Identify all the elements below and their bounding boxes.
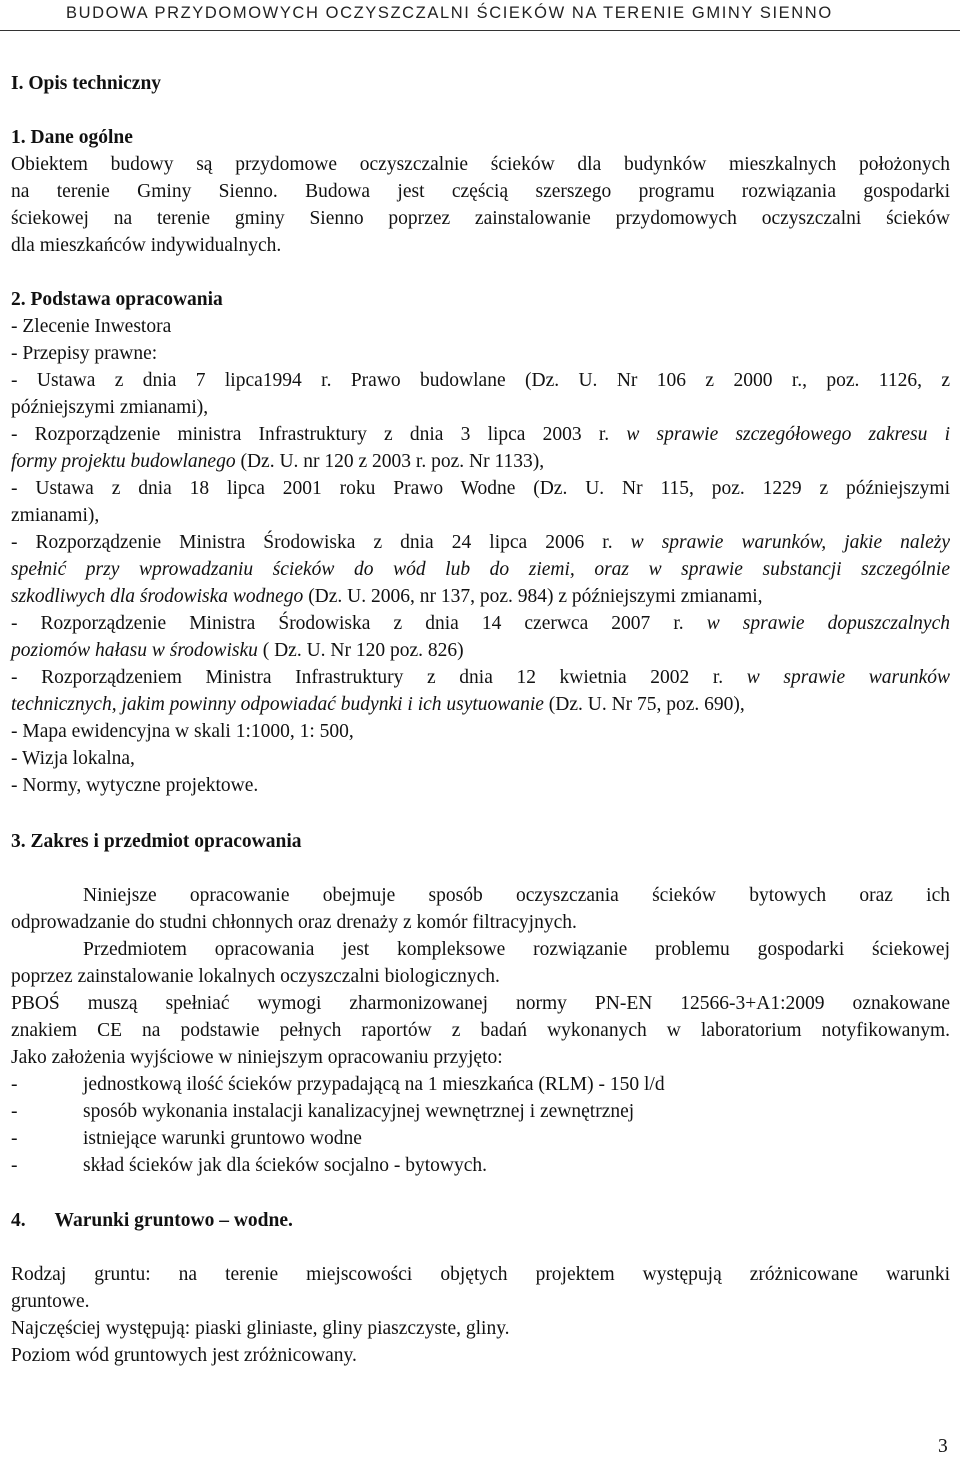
s3-heading: 3. Zakres i przedmiot opracowania bbox=[11, 831, 302, 852]
s2-text: ( Dz. U. Nr 120 poz. 826) bbox=[257, 640, 464, 661]
s1-line: Obiektem budowy są przydomowe oczyszczalnie ścieków dla budynków mieszkalnych położonych bbox=[11, 154, 950, 175]
list-dash: - bbox=[11, 1155, 18, 1176]
s2-line: - Mapa ewidencyjna w skali 1:1000, 1: 500, bbox=[11, 721, 354, 742]
list-item: sposób wykonania instalacji kanalizacyjnej wewnętrznej i zewnętrznej bbox=[83, 1101, 635, 1122]
list-dash: - bbox=[11, 1128, 18, 1149]
s2-italic-text: szkodliwych dla środowiska wodnego bbox=[11, 586, 304, 607]
s2-italic-text: formy projektu budowlanego bbox=[11, 451, 236, 472]
s2-heading: 2. Podstawa opracowania bbox=[11, 289, 223, 310]
s2-line bbox=[11, 612, 950, 636]
list-dash: - bbox=[11, 1074, 18, 1095]
s1-line: dla mieszkańców indywidualnych. bbox=[11, 235, 282, 256]
s4-heading: 4. Warunki gruntowo – wodne. bbox=[11, 1210, 293, 1231]
s2-line: późniejszymi zmianami), bbox=[11, 397, 209, 418]
s2-text: (Dz. U. Nr 75, poz. 690), bbox=[543, 694, 745, 715]
s2-line: spełnić przy wprowadzaniu ścieków do wód lub do ziemi, oraz w sprawie substancji szczególnie bbox=[11, 559, 950, 580]
section-title: I. Opis techniczny bbox=[11, 73, 162, 94]
s2-line bbox=[11, 639, 464, 663]
s3-line: odprowadzanie do studni chłonnych oraz drenaży z komór filtracyjnych. bbox=[11, 912, 577, 933]
s2-line: - Zlecenie Inwestora bbox=[11, 316, 172, 337]
list-dash: - bbox=[11, 1101, 18, 1122]
s2-line bbox=[11, 423, 950, 447]
s2-italic-text: poziomów hałasu w środowisku bbox=[11, 640, 258, 661]
s2-line bbox=[11, 531, 950, 555]
s2-line: - Ustawa z dnia 18 lipca 2001 roku Prawo Wodne (Dz. U. Nr 115, poz. 1229 z późniejszymi bbox=[11, 478, 950, 499]
page-header bbox=[0, 0, 960, 31]
s3-line: znakiem CE na podstawie pełnych raportów z badań wykonanych w laboratorium notyfikowanym. bbox=[11, 1020, 950, 1041]
s4-line: Poziom wód gruntowych jest zróżnicowany. bbox=[11, 1345, 357, 1366]
s2-line: zmianami), bbox=[11, 505, 100, 526]
s3-line: Niniejsze opracowanie obejmuje sposób oczyszczania ścieków bytowych oraz ich bbox=[83, 885, 950, 906]
s2-line: - Wizja lokalna, bbox=[11, 748, 135, 769]
s2-italic-text: w sprawie warunków, jakie należy bbox=[630, 532, 950, 553]
list-item: skład ścieków jak dla ścieków socjalno - bytowych. bbox=[83, 1155, 487, 1176]
s2-line bbox=[11, 666, 950, 690]
s1-line: ściekowej na terenie gminy Sienno poprzez zainstalowanie przydomowych oczyszczalni ścieków bbox=[11, 208, 950, 229]
s2-line: - Ustawa z dnia 7 lipca1994 r. Prawo budowlane (Dz. U. Nr 106 z 2000 r., poz. 1126, z bbox=[11, 370, 950, 391]
s1-line: na terenie Gminy Sienno. Budowa jest częścią szerszego programu rozwiązania gospodarki bbox=[11, 181, 950, 202]
page-number: 3 bbox=[938, 1436, 948, 1457]
s2-italic-text: technicznych, jakim powinny odpowiadać budynki i ich usytuowanie bbox=[11, 694, 544, 715]
s3-line: Jako założenia wyjściowe w niniejszym opracowaniu przyjęto: bbox=[11, 1047, 503, 1068]
s4-line: gruntowe. bbox=[11, 1291, 90, 1312]
s3-line: PBOŚ muszą spełniać wymogi zharmonizowanej normy PN-EN 12566-3+A1:2009 oznakowane bbox=[11, 993, 950, 1014]
s2-italic-text: w sprawie warunków bbox=[746, 667, 950, 688]
header-title: BUDOWA PRZYDOMOWYCH OCZYSZCZALNI ŚCIEKÓW NA TERENIE GMINY SIENNO bbox=[66, 4, 833, 22]
s2-line bbox=[11, 693, 745, 717]
s4-line: Rodzaj gruntu: na terenie miejscowości objętych projektem występują zróżnicowane warunki bbox=[11, 1264, 950, 1285]
s2-text: - Rozporządzenie ministra Infrastruktury z dnia 3 lipca 2003 r. bbox=[11, 424, 627, 445]
s2-italic-text: w sprawie dopuszczalnych bbox=[706, 613, 950, 634]
s3-line: Przedmiotem opracowania jest kompleksowe rozwiązanie problemu gospodarki ściekowej bbox=[83, 939, 950, 960]
s3-line: poprzez zainstalowanie lokalnych oczyszczalni biologicznych. bbox=[11, 966, 500, 987]
s2-line: - Normy, wytyczne projektowe. bbox=[11, 775, 259, 796]
s2-italic-text: w sprawie szczegółowego zakresu i bbox=[626, 424, 950, 445]
list-item: istniejące warunki gruntowo wodne bbox=[83, 1128, 362, 1149]
s2-line bbox=[11, 585, 763, 609]
s2-text: (Dz. U. nr 120 z 2003 r. poz. Nr 1133), bbox=[235, 451, 545, 472]
s2-line: - Przepisy prawne: bbox=[11, 343, 158, 364]
s4-line: Najczęściej występują: piaski gliniaste, gliny piaszczyste, gliny. bbox=[11, 1318, 510, 1339]
s1-heading: 1. Dane ogólne bbox=[11, 127, 133, 148]
s2-text: - Rozporządzenie Ministra Środowiska z dnia 24 lipca 2006 r. bbox=[11, 532, 631, 553]
s2-text: - Rozporządzenie Ministra Środowiska z dnia 14 czerwca 2007 r. bbox=[11, 613, 707, 634]
list-item: jednostkową ilość ścieków przypadającą na 1 mieszkańca (RLM) - 150 l/d bbox=[83, 1074, 665, 1095]
s2-text: - Rozporządzeniem Ministra Infrastruktury z dnia 12 kwietnia 2002 r. bbox=[11, 667, 747, 688]
s2-line bbox=[11, 450, 544, 474]
s2-text: (Dz. U. 2006, nr 137, poz. 984) z późniejszymi zmianami, bbox=[303, 586, 763, 607]
